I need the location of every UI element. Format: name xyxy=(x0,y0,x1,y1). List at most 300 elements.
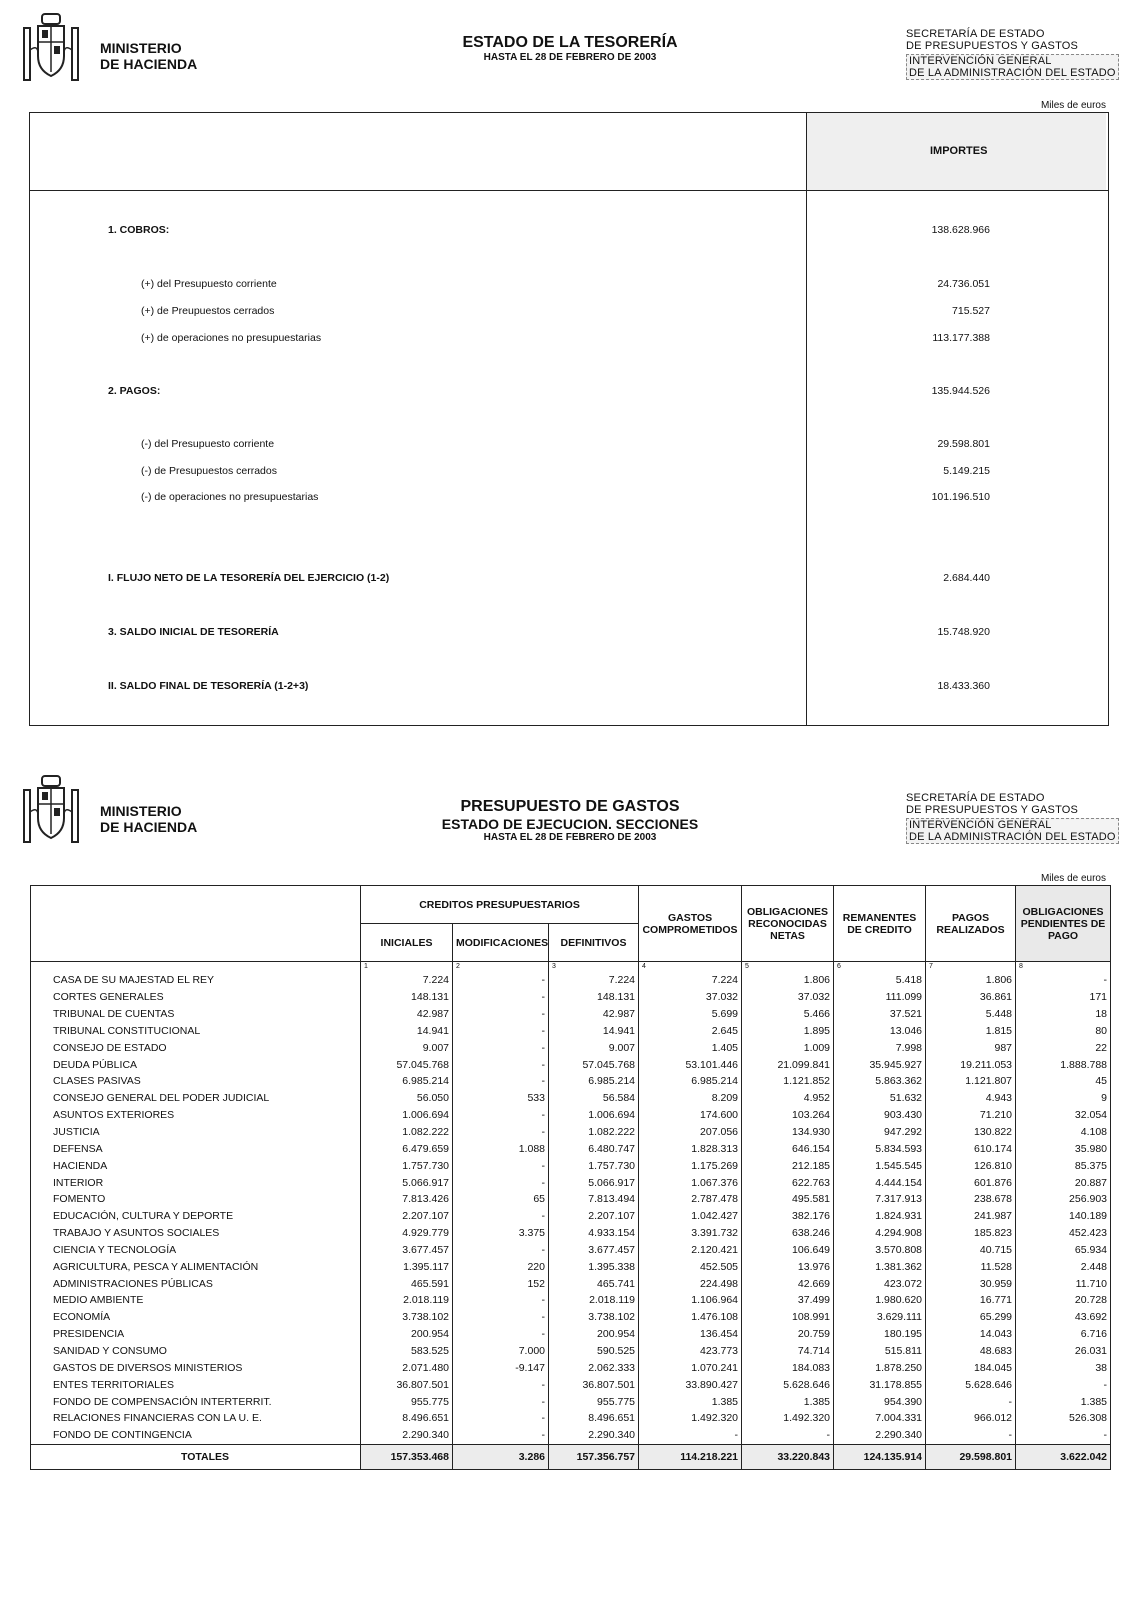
table-cell: 1.070.241 xyxy=(639,1359,742,1376)
table-row xyxy=(31,972,1111,989)
table-cell: 1.175.269 xyxy=(639,1157,742,1174)
table-cell: 5.448 xyxy=(926,1006,1016,1023)
table-cell: 85.375 xyxy=(1016,1157,1111,1174)
table-cell: 5.699 xyxy=(639,1006,742,1023)
table-cell: 200.954 xyxy=(361,1326,453,1343)
table-cell: 1.757.730 xyxy=(361,1157,453,1174)
table-cell: 1.980.620 xyxy=(834,1292,926,1309)
table-row xyxy=(31,1242,1111,1259)
intervencion-line-1: INTERVENCIÓN GENERAL xyxy=(909,55,1052,67)
table-cell: 152 xyxy=(453,1275,549,1292)
row-label: (+) de Preupuestos cerrados xyxy=(141,305,275,317)
section-name: HACIENDA xyxy=(31,1157,361,1174)
table-row xyxy=(31,1023,1111,1040)
table-cell: 1.806 xyxy=(926,972,1016,989)
table-cell: 26.031 xyxy=(1016,1343,1111,1360)
table-cell: 7.004.331 xyxy=(834,1410,926,1427)
section-name: FOMENTO xyxy=(31,1191,361,1208)
row-label: 3. SALDO INICIAL DE TESORERÍA xyxy=(108,626,279,638)
table-cell: 2.071.480 xyxy=(361,1359,453,1376)
table-cell: - xyxy=(453,1023,549,1040)
table-cell: 4.294.908 xyxy=(834,1225,926,1242)
table-cell: - xyxy=(453,1107,549,1124)
section-name: EDUCACIÓN, CULTURA Y DEPORTE xyxy=(31,1208,361,1225)
table-cell: 6.985.214 xyxy=(639,1073,742,1090)
section-name: SANIDAD Y CONSUMO xyxy=(31,1343,361,1360)
table-row xyxy=(31,1292,1111,1309)
table-cell: - xyxy=(453,989,549,1006)
modificaciones-header: MODIFICACIONES xyxy=(453,924,549,962)
table-cell: 4.933.154 xyxy=(549,1225,639,1242)
table-cell: 955.775 xyxy=(361,1393,453,1410)
table-cell: 5.418 xyxy=(834,972,926,989)
table-cell: 1.878.250 xyxy=(834,1359,926,1376)
section-name: DEFENSA xyxy=(31,1140,361,1157)
ministry-line-2: DE HACIENDA xyxy=(100,819,198,835)
table-cell: 74.714 xyxy=(742,1343,834,1360)
row-value: 29.598.801 xyxy=(937,438,990,450)
table-cell: 7.317.913 xyxy=(834,1191,926,1208)
table-cell: 37.032 xyxy=(742,989,834,1006)
table-cell: 45 xyxy=(1016,1073,1111,1090)
column-index: 5 xyxy=(742,962,834,973)
table-cell: 9.007 xyxy=(549,1039,639,1056)
table-cell: 1.395.117 xyxy=(361,1258,453,1275)
section-header xyxy=(31,886,361,962)
table-cell: 1.121.852 xyxy=(742,1073,834,1090)
section-name: ADMINISTRACIONES PÚBLICAS xyxy=(31,1275,361,1292)
table-cell: 8.496.651 xyxy=(361,1410,453,1427)
table-cell: 1.395.338 xyxy=(549,1258,639,1275)
execution-table xyxy=(30,885,1111,1470)
column-index: 4 xyxy=(639,962,742,973)
totals-label: TOTALES xyxy=(31,1444,361,1469)
section-name: AGRICULTURA, PESCA Y ALIMENTACIÓN xyxy=(31,1258,361,1275)
section-name: TRIBUNAL DE CUENTAS xyxy=(31,1006,361,1023)
ministry-line-1: MINISTERIO xyxy=(100,40,182,56)
section-name: JUSTICIA xyxy=(31,1124,361,1141)
table-cell: 646.154 xyxy=(742,1140,834,1157)
table-cell: 2.207.107 xyxy=(549,1208,639,1225)
table-row xyxy=(31,1309,1111,1326)
table-cell: 134.930 xyxy=(742,1124,834,1141)
table-cell: 56.050 xyxy=(361,1090,453,1107)
table-cell: 57.045.768 xyxy=(361,1056,453,1073)
table-cell: 2.290.340 xyxy=(834,1427,926,1444)
table-cell: 6.985.214 xyxy=(549,1073,639,1090)
table-cell: 1.895 xyxy=(742,1023,834,1040)
total-cell: 33.220.843 xyxy=(742,1444,834,1469)
remanentes-header: REMANENTES DE CREDITO xyxy=(834,886,926,962)
table-cell: 51.632 xyxy=(834,1090,926,1107)
table-cell: 1.106.964 xyxy=(639,1292,742,1309)
table-cell: 3.738.102 xyxy=(361,1309,453,1326)
table-cell: 2.448 xyxy=(1016,1258,1111,1275)
table-cell: 20.728 xyxy=(1016,1292,1111,1309)
table-cell: 1.492.320 xyxy=(639,1410,742,1427)
row-label: (-) de Presupuestos cerrados xyxy=(141,465,277,477)
section-name: CONSEJO DE ESTADO xyxy=(31,1039,361,1056)
table-cell: 32.054 xyxy=(1016,1107,1111,1124)
table-cell: 180.195 xyxy=(834,1326,926,1343)
table-cell: 238.678 xyxy=(926,1191,1016,1208)
table-cell: 136.454 xyxy=(639,1326,742,1343)
ministry-line-1: MINISTERIO xyxy=(100,803,182,819)
table-cell: - xyxy=(1016,972,1111,989)
table-cell: 1.405 xyxy=(639,1039,742,1056)
table-cell: 2.018.119 xyxy=(361,1292,453,1309)
table-cell: 38 xyxy=(1016,1359,1111,1376)
row-label: I. FLUJO NETO DE LA TESORERÍA DEL EJERCICIO (1-2) xyxy=(108,572,390,584)
total-cell: 157.356.757 xyxy=(549,1444,639,1469)
table-cell: 1.006.694 xyxy=(549,1107,639,1124)
section-name: ENTES TERRITORIALES xyxy=(31,1376,361,1393)
table-cell: 5.066.917 xyxy=(361,1174,453,1191)
table-cell: 65 xyxy=(453,1191,549,1208)
table-cell: 515.811 xyxy=(834,1343,926,1360)
table-cell: 19.211.053 xyxy=(926,1056,1016,1073)
table-cell: 7.813.426 xyxy=(361,1191,453,1208)
table-cell: 80 xyxy=(1016,1023,1111,1040)
total-cell: 3.622.042 xyxy=(1016,1444,1111,1469)
row-value: 715.527 xyxy=(952,305,990,317)
table-cell: 533 xyxy=(453,1090,549,1107)
table-cell: 65.934 xyxy=(1016,1242,1111,1259)
table-cell: 7.224 xyxy=(361,972,453,989)
table-cell: - xyxy=(453,1124,549,1141)
row-value: 15.748.920 xyxy=(937,626,990,638)
table-cell: 256.903 xyxy=(1016,1191,1111,1208)
table-cell: 2.290.340 xyxy=(549,1427,639,1444)
table-cell: 495.581 xyxy=(742,1191,834,1208)
table-cell: 108.991 xyxy=(742,1309,834,1326)
section-name: CONSEJO GENERAL DEL PODER JUDICIAL xyxy=(31,1090,361,1107)
table-cell: 1.824.931 xyxy=(834,1208,926,1225)
intervencion-line-1: INTERVENCIÓN GENERAL xyxy=(909,819,1052,831)
table-cell: 103.264 xyxy=(742,1107,834,1124)
table-cell: - xyxy=(453,1427,549,1444)
table-cell: - xyxy=(926,1427,1016,1444)
row-value: 138.628.966 xyxy=(931,224,990,236)
table-cell: 6.985.214 xyxy=(361,1073,453,1090)
table-cell: 987 xyxy=(926,1039,1016,1056)
table-cell: 5.628.646 xyxy=(742,1376,834,1393)
table-cell: 7.224 xyxy=(639,972,742,989)
coat-of-arms-logo xyxy=(20,772,82,850)
table-cell: 56.584 xyxy=(549,1090,639,1107)
table-cell: 1.385 xyxy=(1016,1393,1111,1410)
table-cell: 382.176 xyxy=(742,1208,834,1225)
table-cell: 37.521 xyxy=(834,1006,926,1023)
table-cell: - xyxy=(453,1410,549,1427)
row-value: 24.736.051 xyxy=(937,278,990,290)
table-cell: 6.480.747 xyxy=(549,1140,639,1157)
table-cell: 610.174 xyxy=(926,1140,1016,1157)
table-cell: 140.189 xyxy=(1016,1208,1111,1225)
table-cell: 2.207.107 xyxy=(361,1208,453,1225)
table-cell: 4.943 xyxy=(926,1090,1016,1107)
section-name: ECONOMÍA xyxy=(31,1309,361,1326)
table-cell: 947.292 xyxy=(834,1124,926,1141)
table-cell: 31.178.855 xyxy=(834,1376,926,1393)
table-cell: 13.976 xyxy=(742,1258,834,1275)
section-name: GASTOS DE DIVERSOS MINISTERIOS xyxy=(31,1359,361,1376)
section-name: PRESIDENCIA xyxy=(31,1326,361,1343)
table-row xyxy=(31,1124,1111,1141)
table-cell: 14.043 xyxy=(926,1326,1016,1343)
section-name: TRIBUNAL CONSTITUCIONAL xyxy=(31,1023,361,1040)
table-cell: 42.987 xyxy=(361,1006,453,1023)
row-label: II. SALDO FINAL DE TESORERÍA (1-2+3) xyxy=(108,680,309,692)
table-cell: 40.715 xyxy=(926,1242,1016,1259)
section-name: CIENCIA Y TECNOLOGÍA xyxy=(31,1242,361,1259)
table-cell: 423.072 xyxy=(834,1275,926,1292)
section-name: FONDO DE COMPENSACIÓN INTERTERRIT. xyxy=(31,1393,361,1410)
table-cell: 71.210 xyxy=(926,1107,1016,1124)
importes-header: IMPORTES xyxy=(930,145,988,157)
table-cell: 5.066.917 xyxy=(549,1174,639,1191)
table-cell: 5.628.646 xyxy=(926,1376,1016,1393)
table-cell: - xyxy=(1016,1427,1111,1444)
row-label: 1. COBROS: xyxy=(108,224,170,236)
table-row xyxy=(31,1039,1111,1056)
table-cell: 5.834.593 xyxy=(834,1140,926,1157)
table-cell: 7.224 xyxy=(549,972,639,989)
table-cell: 21.099.841 xyxy=(742,1056,834,1073)
table-cell: 9.007 xyxy=(361,1039,453,1056)
table-cell: 622.763 xyxy=(742,1174,834,1191)
column-index: 7 xyxy=(926,962,1016,973)
table-cell: 7.813.494 xyxy=(549,1191,639,1208)
table-row xyxy=(31,1225,1111,1242)
table-cell: 1.492.320 xyxy=(742,1410,834,1427)
table-cell: 212.185 xyxy=(742,1157,834,1174)
table-cell: 3.738.102 xyxy=(549,1309,639,1326)
table-cell: - xyxy=(453,1056,549,1073)
table-cell: 8.496.651 xyxy=(549,1410,639,1427)
table-cell: 5.863.362 xyxy=(834,1073,926,1090)
table-cell: - xyxy=(453,1208,549,1225)
intervencion-line-2: DE LA ADMINISTRACIÓN DEL ESTADO xyxy=(909,831,1116,843)
report-date: HASTA EL 28 DE FEBRERO DE 2003 xyxy=(483,832,657,843)
table-cell: 1.082.222 xyxy=(549,1124,639,1141)
table-cell: 5.466 xyxy=(742,1006,834,1023)
table-cell: 53.101.446 xyxy=(639,1056,742,1073)
secretaria-line-2: DE PRESUPUESTOS Y GASTOS xyxy=(906,40,1079,52)
page-subtitle: ESTADO DE EJECUCION. SECCIONES xyxy=(441,816,699,832)
coat-of-arms-logo xyxy=(20,10,82,88)
table-cell: 465.741 xyxy=(549,1275,639,1292)
table-row xyxy=(31,1410,1111,1427)
table-cell: 106.649 xyxy=(742,1242,834,1259)
column-index: 2 xyxy=(453,962,549,973)
table-cell: 638.246 xyxy=(742,1225,834,1242)
table-cell: 65.299 xyxy=(926,1309,1016,1326)
table-cell: 7.000 xyxy=(453,1343,549,1360)
table-cell: 4.952 xyxy=(742,1090,834,1107)
table-cell: 966.012 xyxy=(926,1410,1016,1427)
table-cell: - xyxy=(453,1006,549,1023)
table-cell: 954.390 xyxy=(834,1393,926,1410)
table-cell: 1.888.788 xyxy=(1016,1056,1111,1073)
table-cell: 590.525 xyxy=(549,1343,639,1360)
table-cell: - xyxy=(453,1039,549,1056)
column-index: 1 xyxy=(361,962,453,973)
table-cell: 20.759 xyxy=(742,1326,834,1343)
table-cell: 111.099 xyxy=(834,989,926,1006)
table-cell: 1.385 xyxy=(742,1393,834,1410)
table-cell: 452.423 xyxy=(1016,1225,1111,1242)
table-cell: 1.009 xyxy=(742,1039,834,1056)
table-cell: 42.987 xyxy=(549,1006,639,1023)
table-cell: 171 xyxy=(1016,989,1111,1006)
row-label: (+) de operaciones no presupuestarias xyxy=(141,332,322,344)
secretaria-line-1: SECRETARÍA DE ESTADO xyxy=(906,792,1045,804)
table-row xyxy=(31,1258,1111,1275)
gastos-header: GASTOS COMPROMETIDOS xyxy=(639,886,742,962)
table-cell: 14.941 xyxy=(549,1023,639,1040)
units-label: Miles de euros xyxy=(1040,100,1106,111)
table-cell: 4.444.154 xyxy=(834,1174,926,1191)
table-cell: 184.083 xyxy=(742,1359,834,1376)
table-cell: 33.890.427 xyxy=(639,1376,742,1393)
table-cell: 7.998 xyxy=(834,1039,926,1056)
table-cell: 200.954 xyxy=(549,1326,639,1343)
table-cell: 2.290.340 xyxy=(361,1427,453,1444)
section-name: TRABAJO Y ASUNTOS SOCIALES xyxy=(31,1225,361,1242)
pagos-header: PAGOS REALIZADOS xyxy=(926,886,1016,962)
table-cell: - xyxy=(453,1242,549,1259)
table-cell: 3.570.808 xyxy=(834,1242,926,1259)
table-cell: - xyxy=(453,1376,549,1393)
table-cell: 4.108 xyxy=(1016,1124,1111,1141)
section-name: ASUNTOS EXTERIORES xyxy=(31,1107,361,1124)
section-name: INTERIOR xyxy=(31,1174,361,1191)
units-label: Miles de euros xyxy=(1040,873,1106,884)
section-name: DEUDA PÚBLICA xyxy=(31,1056,361,1073)
table-cell: 148.131 xyxy=(549,989,639,1006)
table-row xyxy=(31,1208,1111,1225)
table-cell: 43.692 xyxy=(1016,1309,1111,1326)
table-cell: 465.591 xyxy=(361,1275,453,1292)
section-name: CLASES PASIVAS xyxy=(31,1073,361,1090)
iniciales-header: INICIALES xyxy=(361,924,453,962)
table-cell: 37.032 xyxy=(639,989,742,1006)
total-cell: 157.353.468 xyxy=(361,1444,453,1469)
table-cell: 583.525 xyxy=(361,1343,453,1360)
row-value: 18.433.360 xyxy=(937,680,990,692)
total-cell: 124.135.914 xyxy=(834,1444,926,1469)
table-cell: - xyxy=(926,1393,1016,1410)
table-cell: 8.209 xyxy=(639,1090,742,1107)
table-cell: 1.381.362 xyxy=(834,1258,926,1275)
table-cell: 20.887 xyxy=(1016,1174,1111,1191)
table-row xyxy=(31,1376,1111,1393)
secretaria-line-2: DE PRESUPUESTOS Y GASTOS xyxy=(906,804,1079,816)
table-cell: 1.042.427 xyxy=(639,1208,742,1225)
total-cell: 3.286 xyxy=(453,1444,549,1469)
table-row xyxy=(31,1393,1111,1410)
row-label: (-) del Presupuesto corriente xyxy=(141,438,275,450)
section-name: CASA DE SU MAJESTAD EL REY xyxy=(31,972,361,989)
index-cell xyxy=(31,962,361,973)
table-cell: 1.121.807 xyxy=(926,1073,1016,1090)
table-cell: 224.498 xyxy=(639,1275,742,1292)
column-index: 6 xyxy=(834,962,926,973)
table-cell: 3.629.111 xyxy=(834,1309,926,1326)
table-cell: 220 xyxy=(453,1258,549,1275)
table-cell: 423.773 xyxy=(639,1343,742,1360)
definitivos-header: DEFINITIVOS xyxy=(549,924,639,962)
section-name: RELACIONES FINANCIERAS CON LA U. E. xyxy=(31,1410,361,1427)
column-index: 3 xyxy=(549,962,639,973)
table-cell: 1.476.108 xyxy=(639,1309,742,1326)
row-label: (-) de operaciones no presupuestarias xyxy=(141,491,319,503)
ministry-line-2: DE HACIENDA xyxy=(100,56,198,72)
page-title: PRESUPUESTO DE GASTOS xyxy=(460,798,680,815)
table-cell: 1.757.730 xyxy=(549,1157,639,1174)
secretaria-line-1: SECRETARÍA DE ESTADO xyxy=(906,28,1045,40)
table-cell: - xyxy=(453,1073,549,1090)
table-cell: 36.861 xyxy=(926,989,1016,1006)
table-cell: 42.669 xyxy=(742,1275,834,1292)
table-row xyxy=(31,1140,1111,1157)
obligaciones-header: OBLIGACIONES RECONOCIDAS NETAS xyxy=(742,886,834,962)
table-cell: 601.876 xyxy=(926,1174,1016,1191)
table-cell: 3.677.457 xyxy=(361,1242,453,1259)
table-cell: 11.528 xyxy=(926,1258,1016,1275)
table-row xyxy=(31,1191,1111,1208)
table-cell: - xyxy=(453,1309,549,1326)
table-cell: 57.045.768 xyxy=(549,1056,639,1073)
table-cell: 2.120.421 xyxy=(639,1242,742,1259)
table-cell: 37.499 xyxy=(742,1292,834,1309)
table-cell: - xyxy=(453,1292,549,1309)
table-row xyxy=(31,1174,1111,1191)
table-cell: - xyxy=(742,1427,834,1444)
table-cell: 184.045 xyxy=(926,1359,1016,1376)
table-cell: 35.980 xyxy=(1016,1140,1111,1157)
table-cell: - xyxy=(453,1174,549,1191)
row-value: 5.149.215 xyxy=(943,465,990,477)
table-cell: 1.088 xyxy=(453,1140,549,1157)
row-value: 101.196.510 xyxy=(931,491,990,503)
table-cell: 16.771 xyxy=(926,1292,1016,1309)
table-cell: 1.545.545 xyxy=(834,1157,926,1174)
table-cell: 174.600 xyxy=(639,1107,742,1124)
table-cell: 35.945.927 xyxy=(834,1056,926,1073)
intervencion-line-2: DE LA ADMINISTRACIÓN DEL ESTADO xyxy=(909,67,1116,79)
table-row xyxy=(31,1326,1111,1343)
section-name: CORTES GENERALES xyxy=(31,989,361,1006)
table-row xyxy=(31,1090,1111,1107)
table-cell: 148.131 xyxy=(361,989,453,1006)
row-label: (+) del Presupuesto corriente xyxy=(141,278,277,290)
section-name: MEDIO AMBIENTE xyxy=(31,1292,361,1309)
table-row xyxy=(31,1359,1111,1376)
table-cell: 36.807.501 xyxy=(361,1376,453,1393)
table-cell: 185.823 xyxy=(926,1225,1016,1242)
total-cell: 29.598.801 xyxy=(926,1444,1016,1469)
page-title: ESTADO DE LA TESORERÍA xyxy=(462,34,678,51)
table-cell: 241.987 xyxy=(926,1208,1016,1225)
table-cell: 3.375 xyxy=(453,1225,549,1242)
table-cell: 48.683 xyxy=(926,1343,1016,1360)
table-cell: - xyxy=(453,1157,549,1174)
table-cell: - xyxy=(1016,1376,1111,1393)
table-cell: 3.677.457 xyxy=(549,1242,639,1259)
table-cell: 6.716 xyxy=(1016,1326,1111,1343)
